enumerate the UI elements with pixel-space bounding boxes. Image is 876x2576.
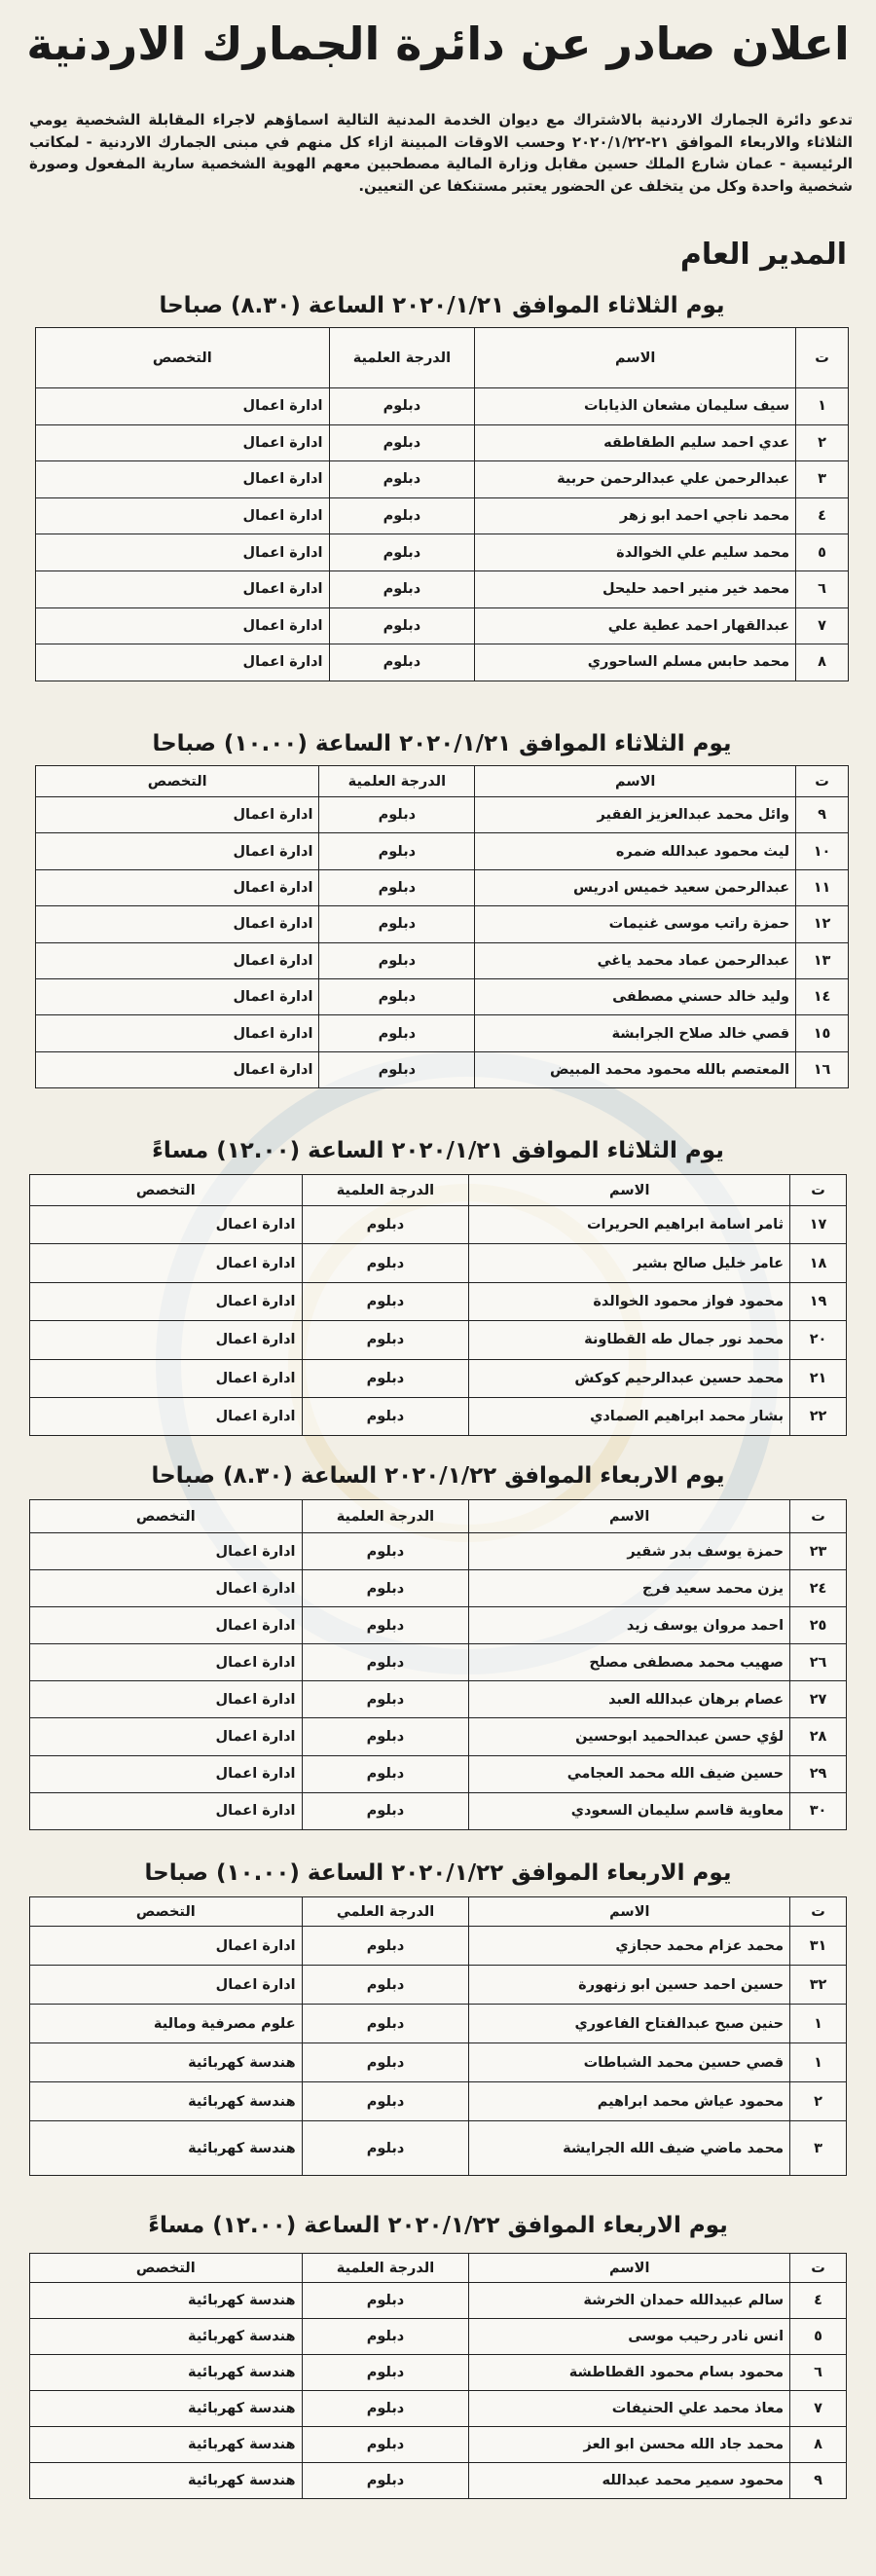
candidate-name: حمزة راتب موسى غنيمات — [475, 906, 796, 942]
column-header-specialization: التخصص — [30, 2254, 303, 2283]
candidate-degree: دبلوم — [329, 644, 475, 681]
table-row — [36, 424, 849, 461]
candidates-table — [29, 2253, 847, 2499]
candidate-name: محمد سليم علي الخوالدة — [475, 534, 796, 571]
row-number: ٣ — [790, 2121, 847, 2176]
table-row — [30, 1718, 847, 1755]
row-number: ٩ — [796, 797, 849, 833]
candidate-degree: دبلوم — [302, 1570, 469, 1607]
candidate-name: ثامر اسامة ابراهيم الحريرات — [469, 1206, 790, 1244]
candidate-specialization: ادارة اعمال — [30, 1718, 303, 1755]
candidate-degree: دبلوم — [302, 1681, 469, 1718]
candidate-degree: دبلوم — [302, 2391, 469, 2427]
row-number: ٣٠ — [790, 1792, 847, 1829]
candidate-degree: دبلوم — [302, 2121, 469, 2176]
row-number: ١ — [790, 2043, 847, 2082]
table-row — [36, 388, 849, 425]
column-header-degree: الدرجة العلمية — [329, 328, 475, 388]
candidate-specialization: ادارة اعمال — [30, 1966, 303, 2005]
section-title: يوم الثلاثاء الموافق ٢٠٢٠/١/٢١ الساعة (١٢.٠٠) مساءً — [152, 1138, 724, 1163]
row-number: ٢٩ — [790, 1755, 847, 1792]
row-number: ٦ — [796, 570, 849, 607]
candidate-specialization: ادارة اعمال — [36, 869, 319, 905]
candidate-degree: دبلوم — [302, 2355, 469, 2391]
candidate-degree: دبلوم — [302, 1755, 469, 1792]
row-number: ١٩ — [790, 1282, 847, 1320]
candidate-specialization: ادارة اعمال — [36, 607, 330, 644]
candidate-specialization: ادارة اعمال — [30, 1644, 303, 1681]
candidate-degree: دبلوم — [302, 1644, 469, 1681]
candidate-degree: دبلوم — [302, 1792, 469, 1829]
candidate-specialization: هندسة كهربائية — [30, 2463, 303, 2499]
candidate-name: محمد حسين عبدالرحيم كوكش — [469, 1359, 790, 1397]
candidate-degree: دبلوم — [302, 2319, 469, 2355]
candidate-degree: دبلوم — [329, 388, 475, 425]
table-header-row — [30, 1897, 847, 1927]
candidate-specialization: ادارة اعمال — [30, 1570, 303, 1607]
table-row — [36, 797, 849, 833]
table-row — [30, 1681, 847, 1718]
announcement-intro: تدعو دائرة الجمارك الاردنية بالاشتراك مع ديوان الخدمة المدنية التالية اسماؤهم لاجراء المقابلة الشخصية يومي الثلاثاء والاربعاء الموافق ٢١-٢٠٢٠/١/٢٢ وحسب الاوقات المبينة ازاء كل منهم في مبنى الجمارك الاردنية - لمكاتب الرئيسية - عمان شارع الملك حسين مقابل وزارة المالية مصطحبين معهم الهوية الشخصية سارية المفعول وصورة شخصية واحدة وكل من يتخلف عن الحضور يعتبر مستنكفا عن التعيين. — [29, 111, 853, 195]
column-header-number: ت — [790, 1897, 847, 1927]
table-row — [30, 1607, 847, 1644]
table-row — [36, 644, 849, 681]
column-header-specialization: التخصص — [36, 328, 330, 388]
candidate-specialization: هندسة كهربائية — [30, 2427, 303, 2463]
candidate-degree: دبلوم — [302, 1244, 469, 1282]
table-row — [30, 2355, 847, 2391]
candidate-name: حنين صبح عبدالفتاح الفاعوري — [469, 2005, 790, 2043]
candidate-degree: دبلوم — [302, 2043, 469, 2082]
row-number: ٢ — [796, 424, 849, 461]
candidate-name: صهيب محمد مصطفى مصلح — [469, 1644, 790, 1681]
candidate-name: سيف سليمان مشعان الذيابات — [475, 388, 796, 425]
candidate-name: محمد حابس مسلم الساحوري — [475, 644, 796, 681]
candidates-table — [35, 327, 849, 681]
candidate-degree: دبلوم — [319, 906, 475, 942]
candidate-degree: دبلوم — [302, 1282, 469, 1320]
candidate-degree: دبلوم — [302, 1966, 469, 2005]
candidate-specialization: هندسة كهربائية — [30, 2391, 303, 2427]
candidate-degree: دبلوم — [302, 1321, 469, 1359]
candidate-specialization: علوم مصرفية ومالية — [30, 2005, 303, 2043]
table-row — [30, 1644, 847, 1681]
candidate-name: لؤي حسن عبدالحميد ابوحسين — [469, 1718, 790, 1755]
row-number: ١٥ — [796, 1015, 849, 1051]
candidate-specialization: ادارة اعمال — [36, 906, 319, 942]
candidate-degree: دبلوم — [319, 942, 475, 978]
candidate-degree: دبلوم — [302, 1359, 469, 1397]
row-number: ٨ — [796, 644, 849, 681]
row-number: ٣ — [796, 461, 849, 498]
candidate-specialization: ادارة اعمال — [36, 797, 319, 833]
table-header-row — [30, 1175, 847, 1206]
candidate-name: المعتصم بالله محمود محمد المبيض — [475, 1051, 796, 1087]
candidate-specialization: هندسة كهربائية — [30, 2043, 303, 2082]
candidate-specialization: ادارة اعمال — [30, 1206, 303, 1244]
candidate-name: وليد خالد حسني مصطفى — [475, 978, 796, 1014]
row-number: ٤ — [796, 497, 849, 534]
section-title: يوم الاربعاء الموافق ٢٠٢٠/١/٢٢ الساعة (١٢.٠٠) مساءً — [148, 2213, 728, 2238]
candidate-specialization: هندسة كهربائية — [30, 2121, 303, 2176]
candidate-degree: دبلوم — [319, 978, 475, 1014]
row-number: ٢٣ — [790, 1533, 847, 1570]
candidate-specialization: ادارة اعمال — [36, 833, 319, 869]
candidate-degree: دبلوم — [302, 2463, 469, 2499]
candidate-degree: دبلوم — [319, 1015, 475, 1051]
table-row — [36, 978, 849, 1014]
candidate-degree: دبلوم — [329, 424, 475, 461]
column-header-specialization: التخصص — [30, 1500, 303, 1533]
candidate-name: انس نادر رحيب موسى — [469, 2319, 790, 2355]
candidate-name: يزن محمد سعيد فرج — [469, 1570, 790, 1607]
candidate-name: محمد نور جمال طه القطاونة — [469, 1321, 790, 1359]
row-number: ١ — [796, 388, 849, 425]
candidate-name: حسين ضيف الله محمد العجامي — [469, 1755, 790, 1792]
candidate-name: محمد جاد الله محسن ابو العز — [469, 2427, 790, 2463]
table-row — [36, 607, 849, 644]
candidate-name: عدي احمد سليم الطقاطقه — [475, 424, 796, 461]
candidate-degree: دبلوم — [329, 534, 475, 571]
table-row — [30, 2121, 847, 2176]
row-number: ٣٢ — [790, 1966, 847, 2005]
table-row — [30, 2463, 847, 2499]
candidate-name: محمود عياش محمد ابراهيم — [469, 2082, 790, 2121]
row-number: ١٧ — [790, 1206, 847, 1244]
table-row — [36, 942, 849, 978]
candidate-specialization: ادارة اعمال — [30, 1321, 303, 1359]
candidate-specialization: ادارة اعمال — [36, 1051, 319, 1087]
candidate-specialization: ادارة اعمال — [30, 1755, 303, 1792]
row-number: ٦ — [790, 2355, 847, 2391]
row-number: ٢٥ — [790, 1607, 847, 1644]
candidate-degree: دبلوم — [329, 497, 475, 534]
row-number: ٣١ — [790, 1927, 847, 1966]
table-header-row — [30, 2254, 847, 2283]
table-row — [30, 2082, 847, 2121]
row-number: ٢ — [790, 2082, 847, 2121]
candidate-name: احمد مروان يوسف زيد — [469, 1607, 790, 1644]
candidate-name: محمد عزام محمد حجازي — [469, 1927, 790, 1966]
table-row — [36, 534, 849, 571]
schedule-section — [35, 728, 849, 1088]
candidate-specialization: ادارة اعمال — [36, 497, 330, 534]
candidate-degree: دبلوم — [302, 1718, 469, 1755]
column-header-number: ت — [790, 1175, 847, 1206]
candidate-name: معاوية قاسم سليمان السعودي — [469, 1792, 790, 1829]
table-row — [30, 1755, 847, 1792]
table-row — [30, 1966, 847, 2005]
candidate-name: عصام برهان عبدالله العبد — [469, 1681, 790, 1718]
table-row — [30, 1206, 847, 1244]
row-number: ٨ — [790, 2427, 847, 2463]
column-header-degree: الدرجة العلمية — [302, 1500, 469, 1533]
candidate-specialization: هندسة كهربائية — [30, 2319, 303, 2355]
candidate-degree: دبلوم — [302, 2005, 469, 2043]
section-title: يوم الاربعاء الموافق ٢٠٢٠/١/٢٢ الساعة (٨.٣٠) صباحا — [151, 1463, 725, 1489]
section-title: يوم الاربعاء الموافق ٢٠٢٠/١/٢٢ الساعة (١٠.٠٠) صباحا — [144, 1860, 732, 1886]
candidate-specialization: ادارة اعمال — [36, 942, 319, 978]
row-number: ١١ — [796, 869, 849, 905]
schedule-section — [29, 1460, 847, 1830]
column-header-name: الاسم — [475, 766, 796, 797]
candidate-name: سالم عبيدالله حمدان الخرشة — [469, 2283, 790, 2319]
column-header-degree: الدرجة العلمية — [302, 2254, 469, 2283]
table-header-row — [36, 766, 849, 797]
candidate-specialization: ادارة اعمال — [36, 570, 330, 607]
row-number: ٥ — [796, 534, 849, 571]
candidate-specialization: ادارة اعمال — [36, 1015, 319, 1051]
table-row — [30, 1792, 847, 1829]
candidate-specialization: ادارة اعمال — [36, 978, 319, 1014]
row-number: ٤ — [790, 2283, 847, 2319]
row-number: ١٨ — [790, 1244, 847, 1282]
row-number: ٢٢ — [790, 1397, 847, 1435]
column-header-name: الاسم — [469, 1500, 790, 1533]
column-header-specialization: التخصص — [30, 1175, 303, 1206]
candidate-specialization: ادارة اعمال — [30, 1681, 303, 1718]
table-row — [36, 869, 849, 905]
column-header-name: الاسم — [475, 328, 796, 388]
department-heading: المدير العام — [679, 238, 847, 272]
candidate-degree: دبلوم — [302, 2427, 469, 2463]
table-header-row — [30, 1500, 847, 1533]
column-header-number: ت — [790, 1500, 847, 1533]
schedule-section — [29, 1858, 847, 2176]
table-row — [30, 2283, 847, 2319]
candidate-name: محمود سمير محمد عبدالله — [469, 2463, 790, 2499]
candidate-specialization: هندسة كهربائية — [30, 2283, 303, 2319]
candidate-name: عبدالرحمن سعيد خميس ادريس — [475, 869, 796, 905]
candidates-table — [29, 1499, 847, 1830]
candidate-specialization: ادارة اعمال — [30, 1533, 303, 1570]
candidate-degree: دبلوم — [319, 869, 475, 905]
schedule-section — [29, 1135, 847, 1436]
table-row — [30, 1570, 847, 1607]
candidate-name: محمد خير منير احمد حليحل — [475, 570, 796, 607]
candidate-specialization: ادارة اعمال — [36, 424, 330, 461]
announcement-title: اعلان صادر عن دائرة الجمارك الاردنية — [26, 18, 850, 70]
candidate-name: عبدالقهار احمد عطية علي — [475, 607, 796, 644]
row-number: ٧ — [796, 607, 849, 644]
column-header-specialization: التخصص — [36, 766, 319, 797]
table-row — [36, 833, 849, 869]
candidate-degree: دبلوم — [302, 1206, 469, 1244]
candidate-degree: دبلوم — [329, 461, 475, 498]
column-header-name: الاسم — [469, 1897, 790, 1927]
table-row — [30, 1533, 847, 1570]
candidate-specialization: ادارة اعمال — [30, 1792, 303, 1829]
table-row — [30, 2043, 847, 2082]
row-number: ٧ — [790, 2391, 847, 2427]
row-number: ٢٠ — [790, 1321, 847, 1359]
table-row — [30, 2427, 847, 2463]
row-number: ٢١ — [790, 1359, 847, 1397]
table-row — [30, 1359, 847, 1397]
candidate-specialization: ادارة اعمال — [30, 1927, 303, 1966]
row-number: ١٣ — [796, 942, 849, 978]
candidate-name: محمود بسام محمود القطاطشة — [469, 2355, 790, 2391]
candidate-degree: دبلوم — [302, 1927, 469, 1966]
candidate-specialization: هندسة كهربائية — [30, 2355, 303, 2391]
candidate-degree: دبلوم — [319, 1051, 475, 1087]
candidates-table — [29, 1174, 847, 1436]
table-row — [36, 1015, 849, 1051]
candidate-name: عبدالرحمن عماد محمد ياغي — [475, 942, 796, 978]
row-number: ١٠ — [796, 833, 849, 869]
candidate-specialization: ادارة اعمال — [30, 1282, 303, 1320]
table-row — [30, 1282, 847, 1320]
table-row — [30, 2005, 847, 2043]
table-row — [30, 1244, 847, 1282]
table-row — [30, 2319, 847, 2355]
table-row — [30, 2391, 847, 2427]
candidate-degree: دبلوم — [302, 1533, 469, 1570]
column-header-degree: الدرجة العلمي — [302, 1897, 469, 1927]
table-row — [30, 1397, 847, 1435]
column-header-number: ت — [790, 2254, 847, 2283]
row-number: ١ — [790, 2005, 847, 2043]
row-number: ١٦ — [796, 1051, 849, 1087]
row-number: ٩ — [790, 2463, 847, 2499]
row-number: ١٤ — [796, 978, 849, 1014]
row-number: ٢٨ — [790, 1718, 847, 1755]
candidate-degree: دبلوم — [302, 1607, 469, 1644]
candidate-degree: دبلوم — [302, 2082, 469, 2121]
candidate-name: عبدالرحمن علي عبدالرحمن حربية — [475, 461, 796, 498]
candidate-specialization: ادارة اعمال — [36, 388, 330, 425]
candidate-name: بشار محمد ابراهيم الصمادي — [469, 1397, 790, 1435]
candidate-specialization: ادارة اعمال — [36, 644, 330, 681]
table-header-row — [36, 328, 849, 388]
candidate-specialization: ادارة اعمال — [36, 534, 330, 571]
column-header-name: الاسم — [469, 1175, 790, 1206]
candidate-specialization: ادارة اعمال — [30, 1359, 303, 1397]
table-row — [30, 1927, 847, 1966]
candidate-name: ليث محمود عبدالله ضمره — [475, 833, 796, 869]
candidate-specialization: ادارة اعمال — [30, 1607, 303, 1644]
candidate-specialization: ادارة اعمال — [30, 1397, 303, 1435]
candidates-table — [35, 765, 849, 1088]
candidate-degree: دبلوم — [302, 1397, 469, 1435]
candidate-degree: دبلوم — [302, 2283, 469, 2319]
column-header-degree: الدرجة العلمية — [302, 1175, 469, 1206]
row-number: ٢٤ — [790, 1570, 847, 1607]
section-title: يوم الثلاثاء الموافق ٢٠٢٠/١/٢١ الساعة (٨.٣٠) صباحا — [159, 293, 725, 318]
row-number: ٢٦ — [790, 1644, 847, 1681]
candidate-specialization: ادارة اعمال — [36, 461, 330, 498]
column-header-degree: الدرجة العلمية — [319, 766, 475, 797]
schedule-section — [29, 2210, 847, 2499]
row-number: ٥ — [790, 2319, 847, 2355]
column-header-specialization: التخصص — [30, 1897, 303, 1927]
section-title: يوم الثلاثاء الموافق ٢٠٢٠/١/٢١ الساعة (١٠.٠٠) صباحا — [152, 731, 732, 756]
candidate-name: محمد ناجي احمد ابو زهر — [475, 497, 796, 534]
candidate-name: حسين احمد حسين ابو زنهورة — [469, 1966, 790, 2005]
candidate-degree: دبلوم — [319, 797, 475, 833]
schedule-section — [35, 290, 849, 681]
table-row — [36, 497, 849, 534]
row-number: ١٢ — [796, 906, 849, 942]
table-row — [30, 1321, 847, 1359]
candidate-name: عامر خليل صالح بشير — [469, 1244, 790, 1282]
candidate-name: حمزة يوسف بدر شقير — [469, 1533, 790, 1570]
candidate-name: محمود فواز محمود الخوالدة — [469, 1282, 790, 1320]
column-header-name: الاسم — [469, 2254, 790, 2283]
candidate-name: معاذ محمد علي الحنيفات — [469, 2391, 790, 2427]
column-header-number: ت — [796, 328, 849, 388]
candidates-table — [29, 1896, 847, 2176]
candidate-name: محمد ماضي ضيف الله الجرايشة — [469, 2121, 790, 2176]
candidate-name: قصي خالد صلاح الجرابشة — [475, 1015, 796, 1051]
candidate-degree: دبلوم — [319, 833, 475, 869]
candidate-name: قصي حسين محمد الشباطات — [469, 2043, 790, 2082]
column-header-number: ت — [796, 766, 849, 797]
candidate-degree: دبلوم — [329, 570, 475, 607]
table-row — [36, 570, 849, 607]
candidate-degree: دبلوم — [329, 607, 475, 644]
table-row — [36, 906, 849, 942]
candidate-specialization: ادارة اعمال — [30, 1244, 303, 1282]
row-number: ٢٧ — [790, 1681, 847, 1718]
candidate-name: وائل محمد عبدالعزيز الفقير — [475, 797, 796, 833]
table-row — [36, 1051, 849, 1087]
table-row — [36, 461, 849, 498]
candidate-specialization: هندسة كهربائية — [30, 2082, 303, 2121]
